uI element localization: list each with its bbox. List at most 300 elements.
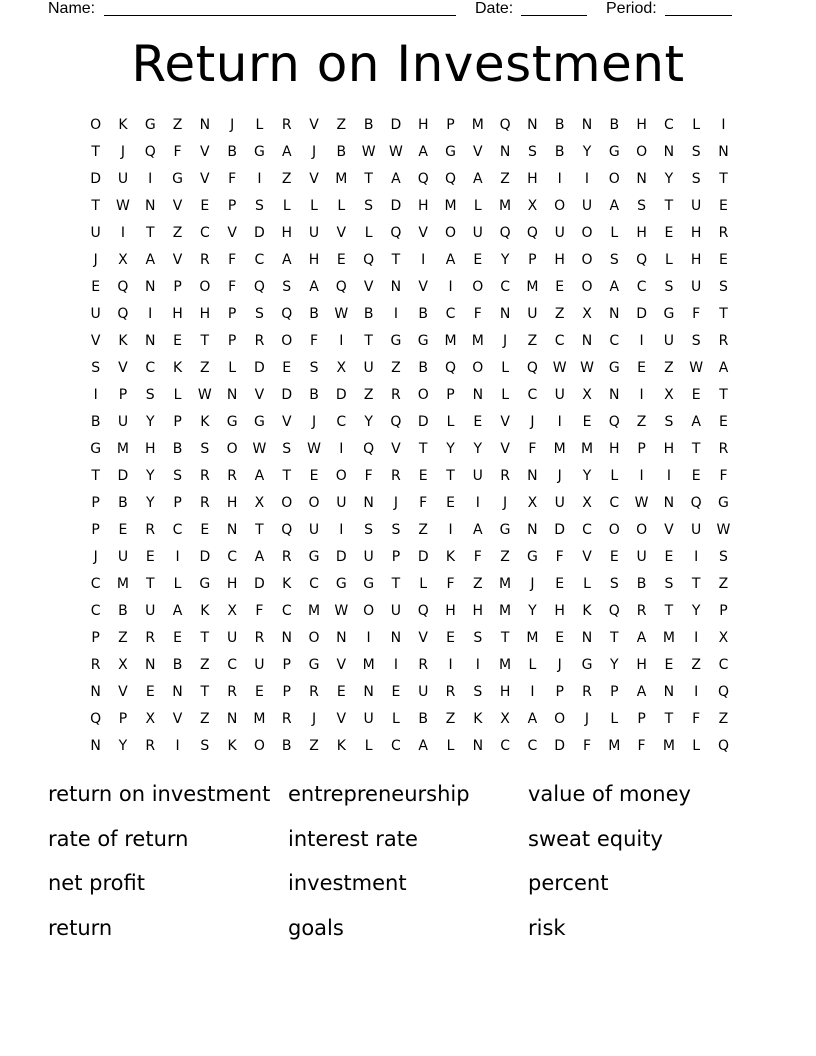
grid-letter[interactable]: Z xyxy=(500,549,510,565)
grid-letter[interactable]: P xyxy=(637,711,646,727)
grid-letter[interactable]: H xyxy=(690,225,702,241)
grid-letter[interactable]: A xyxy=(636,684,647,700)
grid-letter[interactable]: U xyxy=(227,630,238,646)
grid-letter[interactable]: R xyxy=(391,468,401,484)
grid-letter[interactable]: E xyxy=(91,279,101,295)
grid-letter[interactable]: D xyxy=(254,576,265,592)
grid-letter[interactable]: C xyxy=(445,306,456,322)
grid-letter[interactable]: P xyxy=(528,252,537,268)
grid-letter[interactable]: S xyxy=(309,360,319,376)
grid-letter[interactable]: I xyxy=(694,684,699,700)
grid-letter[interactable]: Q xyxy=(335,279,347,295)
grid-letter[interactable]: Z xyxy=(691,657,701,673)
grid-letter[interactable]: E xyxy=(391,684,401,700)
grid-letter[interactable]: H xyxy=(226,576,238,592)
grid-letter[interactable]: Y xyxy=(446,441,455,457)
grid-letter[interactable]: F xyxy=(446,576,455,592)
grid-letter[interactable]: T xyxy=(391,252,401,268)
grid-letter[interactable]: E xyxy=(145,684,155,700)
period-blank[interactable] xyxy=(665,15,732,16)
grid-letter[interactable]: U xyxy=(117,549,129,565)
grid-letter[interactable]: N xyxy=(609,387,620,403)
grid-letter[interactable]: Z xyxy=(172,225,183,241)
grid-letter[interactable]: E xyxy=(719,414,728,430)
grid-letter[interactable]: Q xyxy=(90,711,102,727)
grid-letter[interactable]: N xyxy=(527,117,538,133)
grid-letter[interactable]: S xyxy=(254,306,264,322)
grid-letter[interactable]: H xyxy=(690,252,702,268)
grid-letter[interactable]: P xyxy=(282,684,291,700)
grid-letter[interactable]: O xyxy=(417,387,429,403)
grid-letter[interactable]: Z xyxy=(718,576,729,592)
grid-letter[interactable]: A xyxy=(527,711,538,727)
grid-letter[interactable]: Z xyxy=(281,171,292,187)
grid-letter[interactable]: G xyxy=(499,522,511,538)
grid-letter[interactable]: D xyxy=(390,117,402,133)
grid-letter[interactable]: C xyxy=(391,738,401,754)
grid-letter[interactable]: J xyxy=(503,495,508,511)
grid-letter[interactable]: N xyxy=(609,306,620,322)
grid-letter[interactable]: J xyxy=(93,549,98,565)
grid-letter[interactable]: Z xyxy=(664,360,674,376)
grid-letter[interactable]: Z xyxy=(500,171,510,187)
grid-letter[interactable]: S xyxy=(91,360,101,376)
grid-letter[interactable]: H xyxy=(636,225,647,241)
grid-letter[interactable]: U xyxy=(308,225,320,241)
grid-letter[interactable]: P xyxy=(719,603,728,619)
grid-letter[interactable]: S xyxy=(473,684,483,700)
grid-letter[interactable]: L xyxy=(310,198,318,214)
grid-letter[interactable]: B xyxy=(554,117,565,133)
grid-letter[interactable]: Y xyxy=(145,414,155,430)
grid-letter[interactable]: Q xyxy=(499,117,511,133)
grid-letter[interactable]: I xyxy=(639,387,644,403)
grid-letter[interactable]: U xyxy=(145,603,156,619)
grid-letter[interactable]: L xyxy=(255,117,264,133)
grid-letter[interactable]: N xyxy=(663,495,675,511)
grid-letter[interactable]: V xyxy=(172,252,183,268)
grid-letter[interactable]: C xyxy=(336,414,347,430)
grid-letter[interactable]: T xyxy=(200,333,210,349)
grid-letter[interactable]: F xyxy=(582,738,592,754)
grid-letter[interactable]: I xyxy=(339,333,344,349)
grid-letter[interactable]: L xyxy=(692,738,701,754)
grid-letter[interactable]: Y xyxy=(145,495,155,511)
grid-letter[interactable]: I xyxy=(584,171,590,187)
grid-letter[interactable]: R xyxy=(145,522,156,538)
grid-letter[interactable]: L xyxy=(228,360,237,376)
grid-letter[interactable]: N xyxy=(499,306,511,322)
grid-letter[interactable]: Q xyxy=(390,225,402,241)
grid-letter[interactable]: V xyxy=(336,225,347,241)
grid-letter[interactable]: V xyxy=(582,549,592,565)
grid-letter[interactable]: B xyxy=(309,306,319,322)
grid-letter[interactable]: D xyxy=(554,738,566,754)
grid-letter[interactable]: A xyxy=(281,252,292,268)
grid-letter[interactable]: I xyxy=(666,468,671,484)
grid-letter[interactable]: O xyxy=(581,279,593,295)
grid-letter[interactable]: J xyxy=(584,711,590,727)
grid-letter[interactable]: E xyxy=(691,387,701,403)
grid-letter[interactable]: O xyxy=(554,198,566,214)
grid-letter[interactable]: P xyxy=(446,117,455,133)
grid-letter[interactable]: N xyxy=(390,279,402,295)
grid-letter[interactable]: B xyxy=(90,414,101,430)
grid-letter[interactable]: X xyxy=(582,387,592,403)
grid-letter[interactable]: V xyxy=(309,117,319,133)
grid-letter[interactable]: W xyxy=(116,198,130,214)
grid-letter[interactable]: X xyxy=(118,252,128,268)
grid-letter[interactable]: Q xyxy=(608,603,620,619)
grid-letter[interactable]: W xyxy=(252,441,267,457)
grid-letter[interactable]: E xyxy=(282,360,292,376)
grid-letter[interactable]: F xyxy=(309,333,319,349)
grid-letter[interactable]: U xyxy=(636,549,647,565)
grid-letter[interactable]: U xyxy=(472,225,483,241)
grid-letter[interactable]: I xyxy=(393,657,398,673)
grid-letter[interactable]: A xyxy=(691,414,701,430)
grid-letter[interactable]: Y xyxy=(664,171,674,187)
grid-letter[interactable]: Q xyxy=(608,414,620,430)
grid-letter[interactable]: N xyxy=(718,144,729,160)
grid-letter[interactable]: U xyxy=(691,198,702,214)
grid-letter[interactable]: L xyxy=(173,387,182,403)
grid-letter[interactable]: T xyxy=(418,441,428,457)
grid-letter[interactable]: H xyxy=(417,117,429,133)
grid-letter[interactable]: S xyxy=(282,279,292,295)
grid-letter[interactable]: G xyxy=(226,414,238,430)
grid-letter[interactable]: Z xyxy=(473,576,483,592)
grid-letter[interactable]: W xyxy=(334,603,349,619)
grid-letter[interactable]: T xyxy=(691,441,701,457)
grid-letter[interactable]: L xyxy=(364,738,373,754)
grid-letter[interactable]: E xyxy=(309,468,319,484)
grid-letter[interactable]: E xyxy=(255,684,264,700)
grid-letter[interactable]: S xyxy=(691,144,701,160)
grid-letter[interactable]: U xyxy=(90,306,101,322)
grid-letter[interactable]: X xyxy=(664,387,674,403)
grid-letter[interactable]: I xyxy=(475,657,480,673)
grid-letter[interactable]: L xyxy=(610,711,619,727)
grid-letter[interactable]: D xyxy=(417,414,429,430)
grid-letter[interactable]: S xyxy=(609,576,619,592)
grid-letter[interactable]: T xyxy=(200,684,210,700)
grid-letter[interactable]: I xyxy=(448,657,453,673)
grid-letter[interactable]: W xyxy=(361,144,376,160)
grid-letter[interactable]: O xyxy=(581,225,593,241)
grid-letter[interactable]: U xyxy=(472,468,483,484)
grid-letter[interactable]: H xyxy=(636,657,647,673)
grid-letter[interactable]: E xyxy=(555,630,565,646)
grid-letter[interactable]: O xyxy=(608,522,620,538)
grid-letter[interactable]: I xyxy=(257,171,262,187)
grid-letter[interactable]: Q xyxy=(717,684,729,700)
grid-letter[interactable]: U xyxy=(581,198,593,214)
grid-letter[interactable]: J xyxy=(503,333,508,349)
grid-letter[interactable]: W xyxy=(552,360,567,376)
grid-letter[interactable]: I xyxy=(148,306,153,322)
grid-letter[interactable]: A xyxy=(473,522,483,538)
grid-letter[interactable]: A xyxy=(391,171,401,187)
grid-letter[interactable]: Q xyxy=(526,360,538,376)
grid-letter[interactable]: K xyxy=(172,360,183,376)
grid-letter[interactable]: E xyxy=(691,468,701,484)
grid-letter[interactable]: N xyxy=(145,333,156,349)
grid-letter[interactable]: P xyxy=(227,333,237,349)
grid-letter[interactable]: X xyxy=(527,198,538,214)
grid-letter[interactable]: S xyxy=(719,549,728,565)
grid-letter[interactable]: I xyxy=(639,468,644,484)
grid-letter[interactable]: N xyxy=(226,522,238,538)
grid-letter[interactable]: K xyxy=(582,603,592,619)
grid-letter[interactable]: I xyxy=(421,252,426,268)
grid-letter[interactable]: S xyxy=(173,468,182,484)
grid-letter[interactable]: Q xyxy=(144,144,156,160)
grid-letter[interactable]: K xyxy=(200,414,210,430)
grid-letter[interactable]: F xyxy=(473,306,482,322)
grid-letter[interactable]: U xyxy=(90,225,101,241)
grid-letter[interactable]: R xyxy=(145,738,156,754)
grid-letter[interactable]: G xyxy=(254,414,265,430)
grid-letter[interactable]: L xyxy=(473,198,482,214)
grid-letter[interactable]: V xyxy=(90,333,101,349)
grid-letter[interactable]: N xyxy=(472,387,484,403)
grid-letter[interactable]: M xyxy=(662,630,675,646)
grid-letter[interactable]: S xyxy=(473,630,483,646)
grid-letter[interactable]: J xyxy=(230,117,235,133)
grid-letter[interactable]: N xyxy=(581,117,593,133)
grid-letter[interactable]: T xyxy=(145,225,155,241)
grid-letter[interactable]: L xyxy=(501,360,509,376)
grid-letter[interactable]: B xyxy=(309,387,319,403)
grid-letter[interactable]: Y xyxy=(118,738,128,754)
grid-letter[interactable]: N xyxy=(226,711,238,727)
grid-letter[interactable]: G xyxy=(199,576,211,592)
grid-letter[interactable]: S xyxy=(609,252,619,268)
grid-letter[interactable]: N xyxy=(472,738,484,754)
grid-letter[interactable]: Z xyxy=(336,117,347,133)
grid-letter[interactable]: Z xyxy=(172,117,183,133)
grid-letter[interactable]: N xyxy=(145,279,156,295)
grid-letter[interactable]: F xyxy=(228,252,237,268)
grid-letter[interactable]: R xyxy=(718,441,729,457)
grid-letter[interactable]: U xyxy=(554,387,565,403)
grid-letter[interactable]: E xyxy=(719,198,728,214)
grid-letter[interactable]: K xyxy=(445,549,456,565)
grid-letter[interactable]: R xyxy=(445,684,456,700)
grid-letter[interactable]: Q xyxy=(281,306,293,322)
grid-letter[interactable]: S xyxy=(282,441,292,457)
grid-letter[interactable]: R xyxy=(281,549,292,565)
grid-letter[interactable]: J xyxy=(120,144,126,160)
grid-letter[interactable]: M xyxy=(608,738,621,754)
grid-letter[interactable]: D xyxy=(117,468,129,484)
grid-letter[interactable]: C xyxy=(90,576,101,592)
grid-letter[interactable]: R xyxy=(500,468,510,484)
grid-letter[interactable]: J xyxy=(530,414,535,430)
grid-letter[interactable]: C xyxy=(309,576,319,592)
grid-letter[interactable]: P xyxy=(555,684,564,700)
grid-letter[interactable]: G xyxy=(90,441,102,457)
grid-letter[interactable]: C xyxy=(663,117,674,133)
grid-letter[interactable]: R xyxy=(582,684,592,700)
grid-letter[interactable]: R xyxy=(254,630,265,646)
grid-letter[interactable]: V xyxy=(118,360,128,376)
grid-letter[interactable]: T xyxy=(664,711,674,727)
grid-letter[interactable]: A xyxy=(718,360,729,376)
grid-letter[interactable]: T xyxy=(145,576,155,592)
grid-letter[interactable]: O xyxy=(281,333,293,349)
grid-letter[interactable]: F xyxy=(692,306,701,322)
grid-letter[interactable]: E xyxy=(446,495,455,511)
grid-letter[interactable]: F xyxy=(173,144,182,160)
grid-letter[interactable]: O xyxy=(281,495,293,511)
grid-letter[interactable]: L xyxy=(692,117,701,133)
grid-letter[interactable]: O xyxy=(636,144,648,160)
grid-letter[interactable]: W xyxy=(634,495,649,511)
grid-letter[interactable]: S xyxy=(664,414,674,430)
grid-letter[interactable]: I xyxy=(694,630,699,646)
grid-letter[interactable]: S xyxy=(145,387,155,403)
grid-letter[interactable]: C xyxy=(500,738,510,754)
grid-letter[interactable]: K xyxy=(227,738,237,754)
grid-letter[interactable]: C xyxy=(500,279,510,295)
grid-letter[interactable]: X xyxy=(118,657,128,673)
grid-letter[interactable]: U xyxy=(554,225,565,241)
grid-letter[interactable]: F xyxy=(228,171,237,187)
grid-letter[interactable]: R xyxy=(718,333,729,349)
grid-letter[interactable]: N xyxy=(390,630,402,646)
grid-letter[interactable]: U xyxy=(117,414,129,430)
grid-letter[interactable]: Y xyxy=(582,468,592,484)
grid-letter[interactable]: J xyxy=(311,144,317,160)
grid-letter[interactable]: E xyxy=(664,225,674,241)
grid-letter[interactable]: L xyxy=(446,414,455,430)
grid-letter[interactable]: T xyxy=(500,630,510,646)
grid-letter[interactable]: B xyxy=(554,144,565,160)
grid-letter[interactable]: T xyxy=(719,171,728,187)
grid-letter[interactable]: L xyxy=(528,657,537,673)
grid-letter[interactable]: Z xyxy=(200,711,210,727)
grid-letter[interactable]: O xyxy=(253,738,265,754)
grid-letter[interactable]: G xyxy=(308,657,320,673)
grid-letter[interactable]: V xyxy=(391,441,401,457)
grid-letter[interactable]: T xyxy=(255,522,264,538)
grid-letter[interactable]: U xyxy=(308,522,320,538)
grid-letter[interactable]: Y xyxy=(582,144,592,160)
grid-letter[interactable]: H xyxy=(417,198,429,214)
grid-letter[interactable]: H xyxy=(144,441,156,457)
grid-letter[interactable]: T xyxy=(364,333,373,349)
grid-letter[interactable]: N xyxy=(90,738,101,754)
grid-letter[interactable]: E xyxy=(336,252,346,268)
grid-letter[interactable]: T xyxy=(91,144,100,160)
grid-letter[interactable]: N xyxy=(199,117,211,133)
grid-letter[interactable]: P xyxy=(282,657,291,673)
grid-letter[interactable]: O xyxy=(472,360,484,376)
grid-letter[interactable]: R xyxy=(636,603,647,619)
grid-letter[interactable]: S xyxy=(719,279,728,295)
grid-letter[interactable]: T xyxy=(691,576,701,592)
grid-letter[interactable]: G xyxy=(608,360,620,376)
grid-letter[interactable]: N xyxy=(90,684,101,700)
grid-letter[interactable]: V xyxy=(200,144,210,160)
grid-letter[interactable]: K xyxy=(473,711,483,727)
grid-letter[interactable]: R xyxy=(418,657,429,673)
grid-letter[interactable]: N xyxy=(663,684,675,700)
grid-letter[interactable]: E xyxy=(582,414,592,430)
grid-letter[interactable]: M xyxy=(362,657,375,673)
grid-letter[interactable]: U xyxy=(691,522,702,538)
grid-letter[interactable]: Y xyxy=(528,603,537,619)
grid-letter[interactable]: X xyxy=(500,711,510,727)
grid-letter[interactable]: T xyxy=(664,198,674,214)
grid-letter[interactable]: E xyxy=(664,549,674,565)
grid-letter[interactable]: S xyxy=(200,441,210,457)
grid-letter[interactable]: E xyxy=(637,360,647,376)
grid-letter[interactable]: I xyxy=(339,441,344,457)
grid-letter[interactable]: I xyxy=(475,495,480,511)
grid-letter[interactable]: E xyxy=(173,630,182,646)
date-blank[interactable] xyxy=(521,15,587,16)
grid-letter[interactable]: A xyxy=(445,252,456,268)
grid-letter[interactable]: C xyxy=(281,603,292,619)
grid-letter[interactable]: F xyxy=(555,549,564,565)
grid-letter[interactable]: S xyxy=(637,198,647,214)
grid-letter[interactable]: P xyxy=(91,522,100,538)
grid-letter[interactable]: V xyxy=(500,441,510,457)
grid-letter[interactable]: E xyxy=(418,468,428,484)
grid-letter[interactable]: C xyxy=(172,522,183,538)
grid-letter[interactable]: B xyxy=(172,657,183,673)
grid-letter[interactable]: T xyxy=(200,630,210,646)
grid-letter[interactable]: H xyxy=(636,117,647,133)
grid-letter[interactable]: L xyxy=(419,576,428,592)
grid-letter[interactable]: V xyxy=(363,279,374,295)
grid-letter[interactable]: U xyxy=(691,279,702,295)
grid-letter[interactable]: E xyxy=(118,522,128,538)
grid-letter[interactable]: O xyxy=(308,630,320,646)
grid-letter[interactable]: T xyxy=(364,171,373,187)
grid-letter[interactable]: V xyxy=(172,198,183,214)
grid-letter[interactable]: C xyxy=(609,495,620,511)
grid-letter[interactable]: P xyxy=(637,441,646,457)
grid-letter[interactable]: S xyxy=(200,738,210,754)
grid-letter[interactable]: Z xyxy=(118,630,128,646)
grid-letter[interactable]: F xyxy=(419,495,428,511)
grid-letter[interactable]: P xyxy=(91,495,100,511)
grid-letter[interactable]: Y xyxy=(500,252,510,268)
grid-letter[interactable]: L xyxy=(173,576,182,592)
grid-letter[interactable]: G xyxy=(417,333,429,349)
grid-letter[interactable]: U xyxy=(254,657,265,673)
grid-letter[interactable]: L xyxy=(664,252,673,268)
grid-letter[interactable]: V xyxy=(281,414,292,430)
grid-letter[interactable]: M xyxy=(499,576,512,592)
grid-letter[interactable]: B xyxy=(227,144,237,160)
grid-letter[interactable]: Z xyxy=(718,711,729,727)
grid-letter[interactable]: O xyxy=(444,225,457,241)
grid-letter[interactable]: R xyxy=(718,225,729,241)
grid-letter[interactable]: Z xyxy=(445,711,456,727)
grid-letter[interactable]: J xyxy=(311,414,317,430)
grid-letter[interactable]: N xyxy=(363,495,374,511)
grid-letter[interactable]: Z xyxy=(636,414,647,430)
grid-letter[interactable]: K xyxy=(282,576,292,592)
grid-letter[interactable]: X xyxy=(227,603,237,619)
grid-letter[interactable]: Z xyxy=(554,306,565,322)
grid-letter[interactable]: D xyxy=(554,522,566,538)
